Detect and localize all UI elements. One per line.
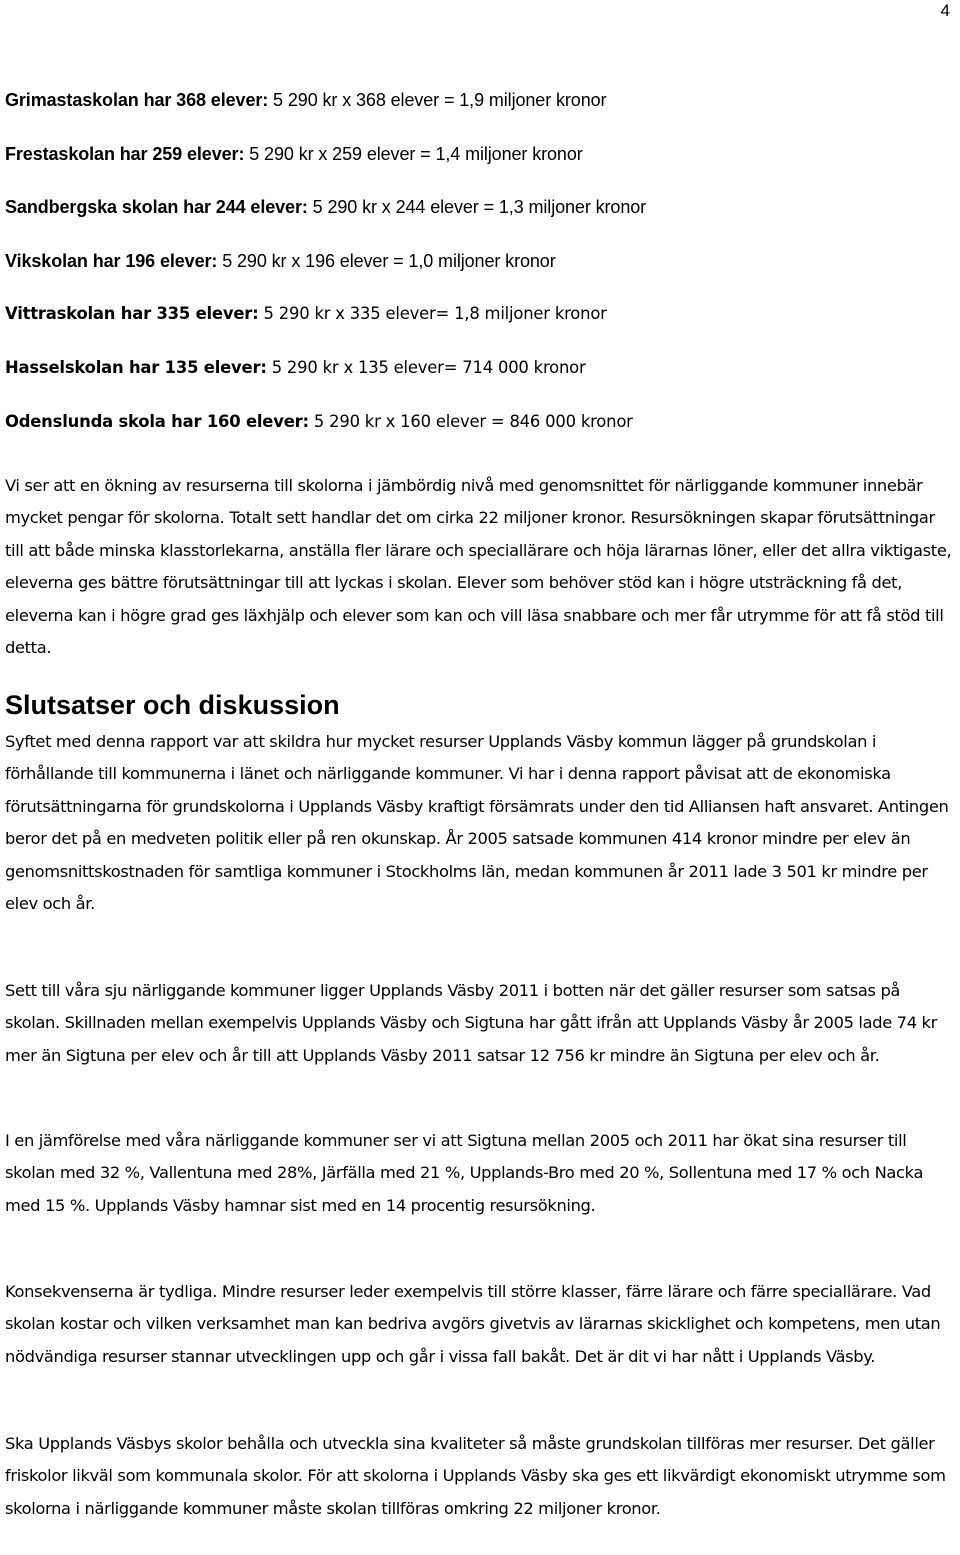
paragraph-conclusion: Ska Upplands Väsbys skolor behålla och utveckla sina kvaliteter så måste grundskolan tillföras mer resurser. Det gäller friskolor likväl som kommunala skolor. För att skolorna i Upplands Väsby ska ges ett likvärdigt ekonomiskt utrymme som skolorna i närliggande kommuner måste skolan tillföras omkring 22 miljoner kronor. bbox=[5, 1434, 946, 1518]
school-line-grimasta bbox=[5, 85, 945, 139]
paragraph-purpose: Syftet med denna rapport var att skildra hur mycket resurser Upplands Väsby kommun lägger på grundskolan i förhållande till kommunerna i länet och närliggande kommuner. Vi har i denna rapport påvisat att de ekonomiska förutsättningarna för grundskolorna i Upplands Väsby kraftigt försämrats under den tid Alliansen haft ansvaret. Antingen beror det på en medveten politik eller på ren okunskap. År 2005 satsade kommunen 414 kronor mindre per elev än genomsnittskostnaden för samtliga kommuner i Stockholms län, medan kommunen år 2011 lade 3 501 kr mindre per elev och år. bbox=[5, 732, 949, 914]
paragraph-resource-increase: Vi ser att en ökning av resurserna till skolorna i jämbördig nivå med genomsnittet för närliggande kommuner innebär mycket pengar för skolorna. Totalt sett handlar det om cirka 22 miljoner kronor. Resursökningen skapar förutsättningar till att både minska klasstorlekarna, anställa fler lärare och speciallärare och höja lärarnas löner, eller det allra viktigaste, eleverna ges bättre förutsättningar till att lyckas i skolan. Elever som behöver stöd kan i högre utsträckning få det, eleverna kan i högre grad ges läxhjälp och elever som kan och vill läsa snabbare och mer får utrymme för att få stöd till detta. bbox=[5, 476, 952, 658]
school-allocation-list bbox=[5, 85, 945, 460]
school-calculation: 5 290 kr x 259 elever = 1,4 miljoner kronor bbox=[244, 143, 583, 164]
school-name: Frestaskolan har 259 elever: bbox=[5, 143, 245, 164]
school-calculation: 5 290 kr x 196 elever = 1,0 miljoner kronor bbox=[217, 250, 556, 271]
school-line-vik bbox=[5, 246, 945, 300]
school-line-sandbergska bbox=[5, 192, 945, 246]
school-calculation: 5 290 kr x 335 elever= 1,8 miljoner kronor bbox=[258, 304, 607, 324]
section-heading: Slutsatser och diskussion bbox=[5, 690, 340, 720]
school-line-fresta bbox=[5, 139, 945, 193]
page-number: 4 bbox=[940, 1, 950, 20]
paragraph-consequences: Konsekvenserna är tydliga. Mindre resurser leder exempelvis till större klasser, färre lärare och färre speciallärare. Vad skolan kostar och vilken verksamhet man kan bedriva avgörs givetvis av lärarnas skicklighet och kompetens, men utan nödvändiga resurser stannar utvecklingen upp och går i vissa fall bakåt. Det är dit vi har nått i Upplands Väsby. bbox=[5, 1282, 941, 1366]
school-line-odenslunda bbox=[5, 407, 945, 461]
paragraph-neighbour-comparison: Sett till våra sju närliggande kommuner ligger Upplands Väsby 2011 i botten när det gäller resurser som satsas på skolan. Skillnaden mellan exempelvis Upplands Väsby och Sigtuna har gått ifrån att Upplands Väsby år 2005 lade 74 kr mer än Sigtuna per elev och år till att Upplands Väsby 2011 satsar 12 756 kr mindre än Sigtuna per elev och år. bbox=[5, 981, 937, 1065]
school-line-hassel bbox=[5, 353, 945, 407]
school-calculation: 5 290 kr x 244 elever = 1,3 miljoner kronor bbox=[307, 197, 647, 218]
school-line-vittra bbox=[5, 299, 945, 353]
school-calculation: 5 290 kr x 368 elever = 1,9 miljoner kronor bbox=[268, 90, 607, 110]
school-calculation: 5 290 kr x 135 elever= 714 000 kronor bbox=[266, 357, 586, 377]
school-name: Hasselskolan har 135 elever: bbox=[5, 357, 267, 377]
paragraph-percentage-increase: I en jämförelse med våra närliggande kommuner ser vi att Sigtuna mellan 2005 och 2011 har ökat sina resurser till skolan med 32 %, Vallentuna med 28%, Järfälla med 21 %, Upplands-Bro med 20 %, Sollentuna med 17 % och Nacka med 15 %. Upplands Väsby hamnar sist med en 14 procentig resursökning. bbox=[5, 1131, 924, 1215]
school-name: Odenslunda skola har 160 elever: bbox=[5, 411, 309, 431]
school-name: Vittraskolan har 335 elever: bbox=[5, 304, 259, 324]
school-name: Vikskolan har 196 elever: bbox=[5, 250, 218, 271]
school-calculation: 5 290 kr x 160 elever = 846 000 kronor bbox=[308, 411, 633, 431]
school-name: Sandbergska skolan har 244 elever: bbox=[5, 197, 308, 218]
school-name: Grimastaskolan har 368 elever: bbox=[5, 90, 269, 110]
